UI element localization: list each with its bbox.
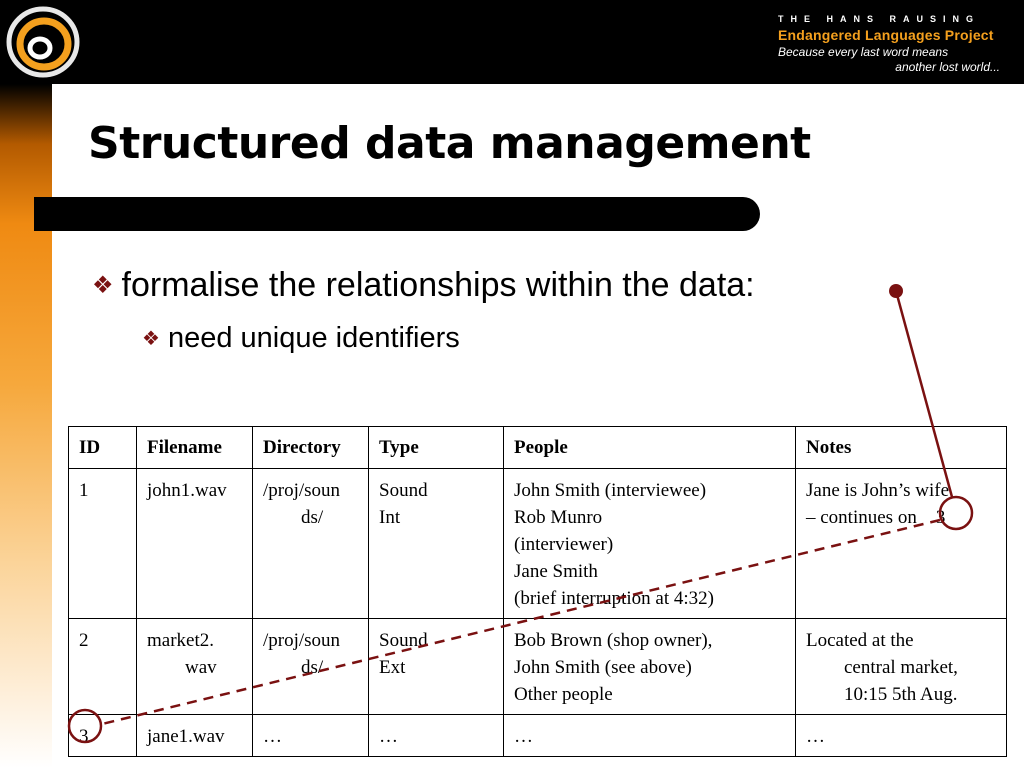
brand-top-text: THE HANS RAUSING	[778, 14, 981, 24]
diamond-bullet-icon: ❖	[92, 272, 114, 299]
ref-circle-notes	[940, 497, 972, 529]
ref-circle-id	[69, 710, 101, 742]
people-line: John Smith (interviewee)	[514, 480, 707, 501]
tagline-line-2: another lost world...	[895, 60, 1000, 74]
brand-name: Endangered Languages Project	[778, 27, 994, 43]
header-notes: Notes	[796, 427, 1007, 469]
directory-line: /proj/soun	[263, 630, 341, 651]
type-line: Sound	[379, 630, 428, 651]
tagline-line-1: Because every last word means	[778, 45, 949, 59]
notes-line: Located at the	[806, 630, 914, 651]
type-line: Ext	[379, 657, 406, 678]
diamond-bullet-icon: ❖	[142, 328, 160, 350]
directory-line: ds/	[301, 507, 324, 528]
cell-filename: jane1.wav	[137, 715, 253, 757]
cell-type: …	[369, 715, 504, 757]
filename-line: wav	[185, 657, 217, 678]
slide-title: Structured data management	[88, 118, 811, 169]
people-line: Other people	[514, 684, 613, 705]
type-line: Int	[379, 507, 401, 528]
people-line: Jane Smith	[514, 561, 598, 582]
filename-line: market2.	[147, 630, 215, 651]
header-filename: Filename	[137, 427, 253, 469]
cell-directory: …	[253, 715, 369, 757]
bullet-sub-text: need unique identifiers	[167, 322, 460, 354]
notes-line: central market,	[844, 657, 958, 678]
notes-reference-id: 3	[935, 507, 946, 528]
cell-filename: john1.wav	[137, 469, 253, 619]
people-line: (interviewer)	[514, 534, 614, 555]
header-people: People	[504, 427, 796, 469]
people-line: Bob Brown (shop owner),	[514, 630, 713, 651]
directory-line: /proj/soun	[263, 480, 341, 501]
header-directory: Directory	[253, 427, 369, 469]
header-type: Type	[369, 427, 504, 469]
notes-line: 10:15 5th Aug.	[844, 684, 958, 705]
people-line: (brief interruption at 4:32)	[514, 588, 714, 609]
cell-id: 2	[69, 619, 137, 715]
notes-continues-text: – continues on	[806, 507, 917, 528]
bullet-main-text: formalise the relationships within the data:	[121, 266, 755, 304]
directory-line: ds/	[301, 657, 324, 678]
people-line: John Smith (see above)	[514, 657, 692, 678]
cell-id: 3	[69, 715, 137, 757]
anchor-dot	[889, 284, 903, 298]
cell-notes: …	[796, 715, 1007, 757]
notes-line: Jane is John’s wife	[806, 480, 950, 501]
cell-id: 1	[69, 469, 137, 619]
dashed-link-line	[102, 520, 940, 724]
cell-people: …	[504, 715, 796, 757]
people-line: Rob Munro	[514, 507, 603, 528]
header-id: ID	[69, 427, 137, 469]
type-line: Sound	[379, 480, 428, 501]
connector-line	[896, 291, 952, 497]
